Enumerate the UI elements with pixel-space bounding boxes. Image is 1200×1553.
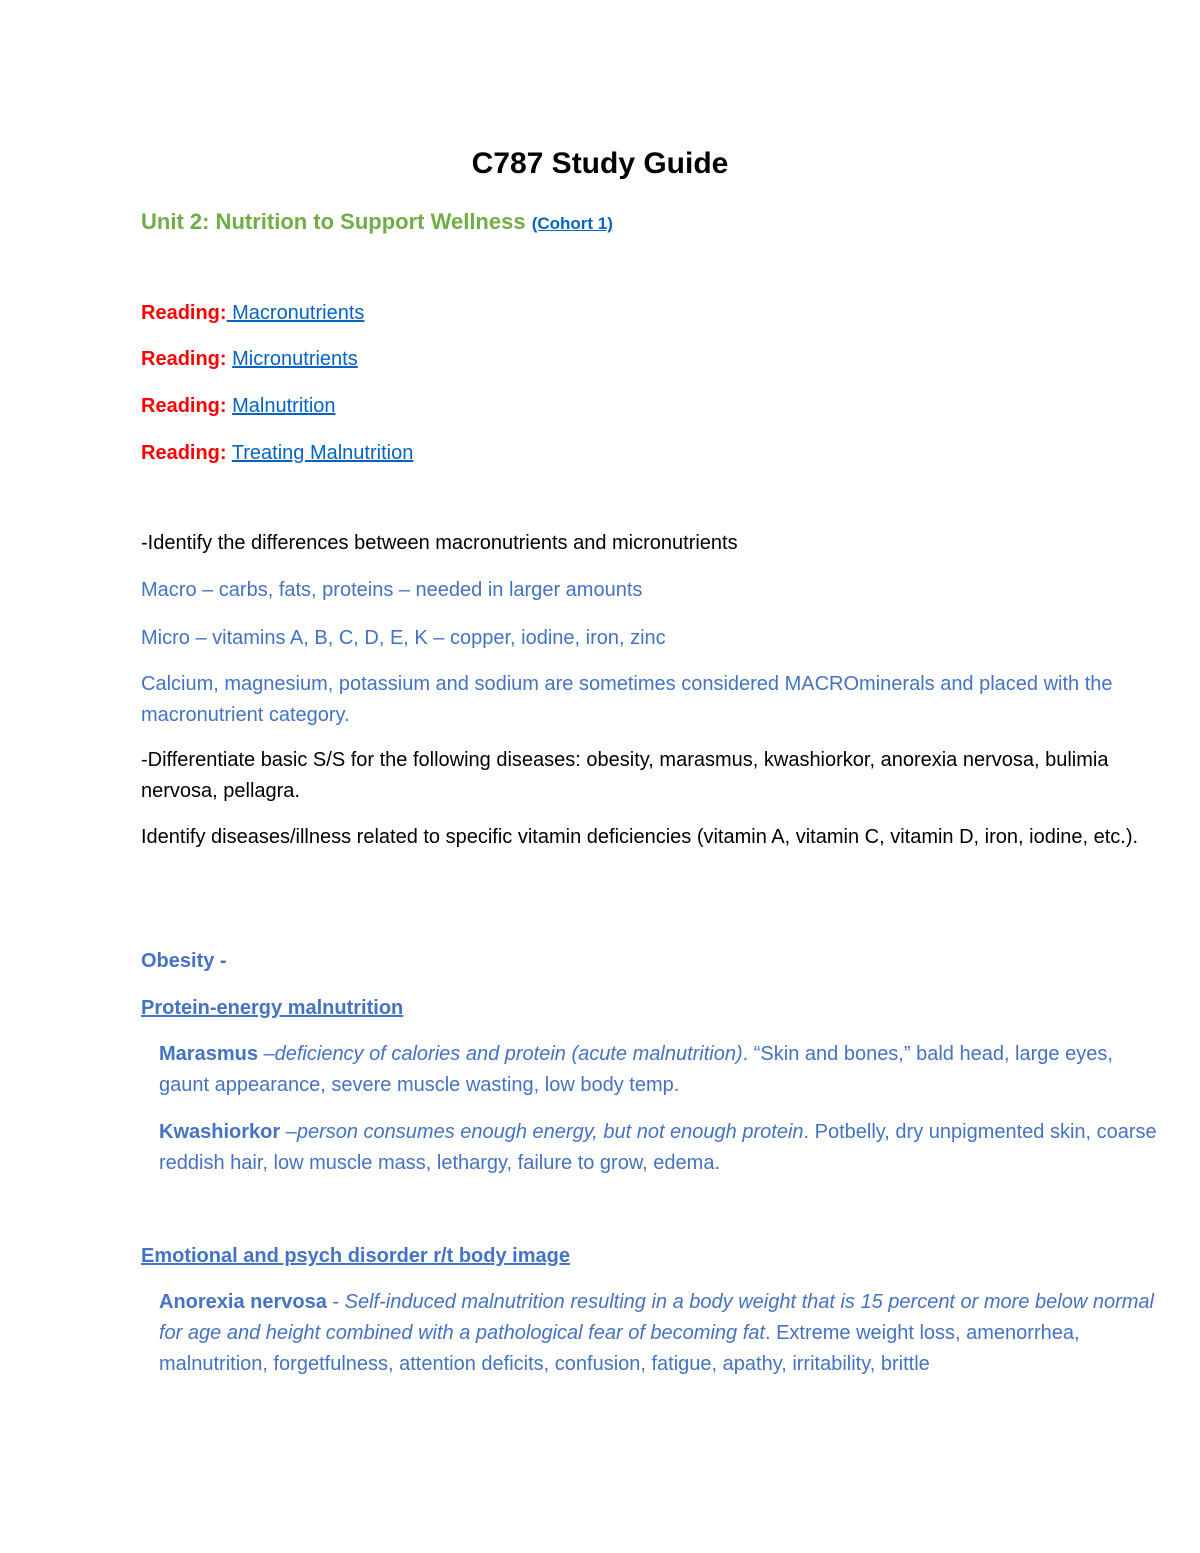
kwashiorkor-dash: – bbox=[280, 1121, 297, 1143]
reading-link-micronutrients[interactable]: Micronutrients bbox=[232, 348, 358, 370]
marasmus-dash: – bbox=[257, 1043, 275, 1065]
objective-macro-micro: -Identify the differences between macronutrients and micronutrients bbox=[141, 532, 738, 554]
reading-item bbox=[141, 438, 413, 469]
reading-item bbox=[141, 298, 364, 329]
macro-note: Macro – carbs, fats, proteins – needed in larger amounts bbox=[141, 579, 643, 601]
unit-heading-text: Unit 2: Nutrition to Support Wellness bbox=[141, 209, 526, 234]
kwashiorkor-definition: person consumes enough energy, but not enough protein bbox=[296, 1121, 804, 1143]
cohort-link[interactable]: (Cohort 1) bbox=[531, 214, 613, 233]
objective-diseases: -Differentiate basic S/S for the following diseases: obesity, marasmus, kwashiorkor, anorexia nervosa, bulimia nervosa, pellagra. bbox=[141, 749, 1109, 802]
macrominerals-note: Calcium, magnesium, potassium and sodium are sometimes considered MACROminerals and placed with the macronutrient category. bbox=[141, 673, 1113, 726]
reading-item bbox=[141, 391, 336, 422]
obesity-heading: Obesity - bbox=[141, 950, 227, 972]
anorexia-term: Anorexia nervosa bbox=[159, 1291, 327, 1313]
anorexia-entry bbox=[159, 1287, 1159, 1380]
unit-heading bbox=[141, 206, 613, 239]
reading-label: Reading: bbox=[141, 302, 227, 324]
reading-label: Reading: bbox=[141, 348, 227, 370]
reading-link-treating-malnutrition[interactable]: Treating Malnutrition bbox=[231, 442, 414, 464]
kwashiorkor-term: Kwashiorkor bbox=[159, 1121, 281, 1143]
reading-link-macronutrients[interactable]: Macronutrients bbox=[226, 302, 365, 324]
reading-label: Reading: bbox=[141, 395, 227, 417]
anorexia-signs: . Extreme weight loss, amenorrhea, malnutrition, forgetfulness, attention deficits, confusion, fatigue, apathy, irritability, brittle bbox=[159, 1322, 1080, 1375]
marasmus-term: Marasmus bbox=[159, 1043, 258, 1065]
psych-heading: Emotional and psych disorder r/t body image bbox=[141, 1245, 570, 1267]
marasmus-entry bbox=[159, 1039, 1159, 1101]
reading-link-malnutrition[interactable]: Malnutrition bbox=[232, 395, 336, 417]
reading-label: Reading: bbox=[141, 442, 227, 464]
anorexia-definition: Self-induced malnutrition resulting in a body weight that is 15 percent or more below normal for age and height combined with a pathological fear of becoming fat bbox=[159, 1291, 1154, 1344]
pem-heading: Protein-energy malnutrition bbox=[141, 997, 404, 1019]
marasmus-signs: . “Skin and bones,” bald head, large eyes, gaunt appearance, severe muscle wasting, low body temp. bbox=[159, 1043, 1113, 1096]
anorexia-dash: - bbox=[326, 1291, 345, 1313]
objective-vitamin-deficiencies: Identify diseases/illness related to specific vitamin deficiencies (vitamin A, vitamin C, vitamin D, iron, iodine, etc.). bbox=[141, 826, 1139, 848]
kwashiorkor-signs: . Potbelly, dry unpigmented skin, coarse reddish hair, low muscle mass, lethargy, failure to grow, edema. bbox=[159, 1121, 1157, 1174]
page-title: C787 Study Guide bbox=[471, 147, 729, 180]
marasmus-definition: deficiency of calories and protein (acute malnutrition) bbox=[274, 1043, 743, 1065]
kwashiorkor-entry bbox=[159, 1117, 1159, 1179]
reading-item bbox=[141, 344, 358, 375]
micro-note: Micro – vitamins A, B, C, D, E, K – copper, iodine, iron, zinc bbox=[141, 627, 666, 649]
